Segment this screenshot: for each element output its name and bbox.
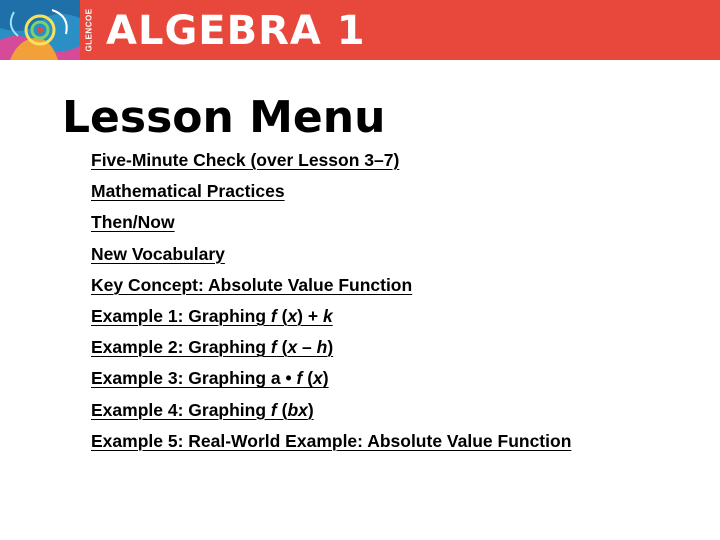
link-example-2[interactable]: Example 2: Graphing f (x – h) (91, 337, 334, 358)
swirl-logo-icon (0, 0, 80, 60)
link-mathematical-practices[interactable]: Mathematical Practices (91, 181, 285, 202)
link-then-now[interactable]: Then/Now (91, 212, 175, 233)
link-example-3[interactable]: Example 3: Graphing a • f (x) (91, 368, 329, 389)
brand-label: GLENCOE (84, 8, 94, 52)
lesson-menu (91, 146, 571, 458)
menu-item (91, 208, 571, 239)
link-key-concept[interactable]: Key Concept: Absolute Value Function (91, 274, 413, 295)
menu-item (91, 396, 571, 427)
menu-item (91, 240, 571, 271)
page-title: Lesson Menu (62, 92, 386, 143)
menu-item (91, 427, 571, 458)
menu-item (91, 364, 571, 395)
menu-item (91, 333, 571, 364)
link-new-vocabulary[interactable]: New Vocabulary (91, 243, 225, 264)
menu-item (91, 271, 571, 302)
link-example-5[interactable]: Example 5: Real-World Example: Absolute Value Function (91, 430, 572, 451)
link-five-minute-check[interactable]: Five-Minute Check (over Lesson 3–7) (91, 150, 400, 170)
menu-item (91, 177, 571, 208)
menu-item (91, 302, 571, 333)
banner-title: ALGEBRA 1 (106, 8, 366, 54)
header-banner (0, 0, 720, 60)
link-example-4[interactable]: Example 4: Graphing f (bx) (91, 399, 314, 420)
menu-item (91, 146, 571, 177)
link-example-1[interactable]: Example 1: Graphing f (x) + k (91, 305, 333, 326)
